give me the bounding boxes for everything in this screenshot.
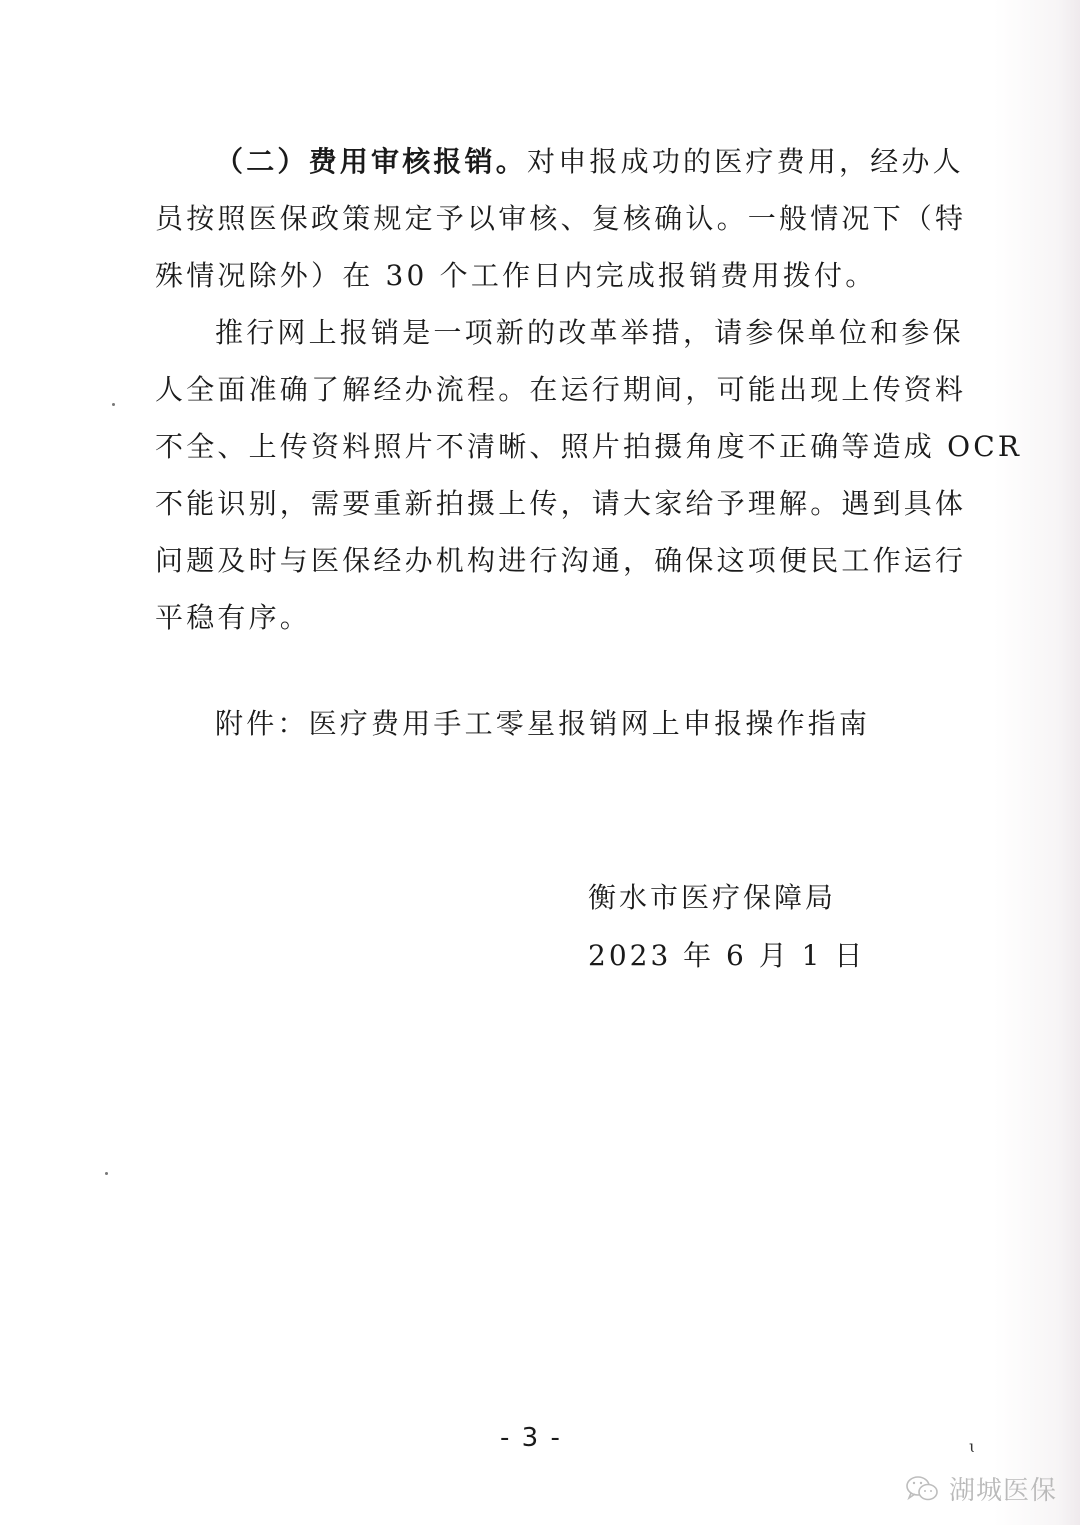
watermark — [905, 1470, 1057, 1507]
section-heading: （二）费用审核报销。 — [215, 145, 528, 178]
paragraph-1-line-3: 殊情况除外）在 30 个工作日内完成报销费用拨付。 — [155, 259, 877, 292]
page-number: - 3 - — [500, 1423, 562, 1453]
paragraph-2-line-2: 人全面准确了解经办流程。在运行期间，可能出现上传资料 — [155, 373, 967, 406]
scan-speck — [105, 1172, 108, 1175]
paragraph-2-line-1: 推行网上报销是一项新的改革举措，请参保单位和参保 — [215, 316, 964, 349]
scan-mark: ɩ — [969, 1437, 976, 1456]
attachment-line: 附件：医疗费用手工零星报销网上申报操作指南 — [215, 707, 871, 740]
paragraph-2-line-6: 平稳有序。 — [155, 601, 312, 634]
paragraph-2-line-3: 不全、上传资料照片不清晰、照片拍摄角度不正确等造成 OCR — [155, 430, 1023, 463]
paragraph-1-line-2: 员按照医保政策规定予以审核、复核确认。一般情况下（特 — [155, 202, 967, 235]
issue-date: 2023 年 6 月 1 日 — [588, 939, 866, 972]
watermark-text: 湖城医保 — [949, 1476, 1058, 1506]
paragraph-2-line-5: 问题及时与医保经办机构进行沟通，确保这项便民工作运行 — [155, 544, 967, 577]
scan-speck — [112, 403, 115, 406]
wechat-icon — [905, 1474, 941, 1504]
paragraph-2-line-4: 不能识别，需要重新拍摄上传，请大家给予理解。遇到具体 — [155, 487, 967, 520]
paragraph-1-text: 对申报成功的医疗费用，经办人 — [527, 145, 964, 178]
paragraph-1-line-1 — [215, 142, 975, 182]
issuing-organization: 衡水市医疗保障局 — [588, 881, 837, 914]
